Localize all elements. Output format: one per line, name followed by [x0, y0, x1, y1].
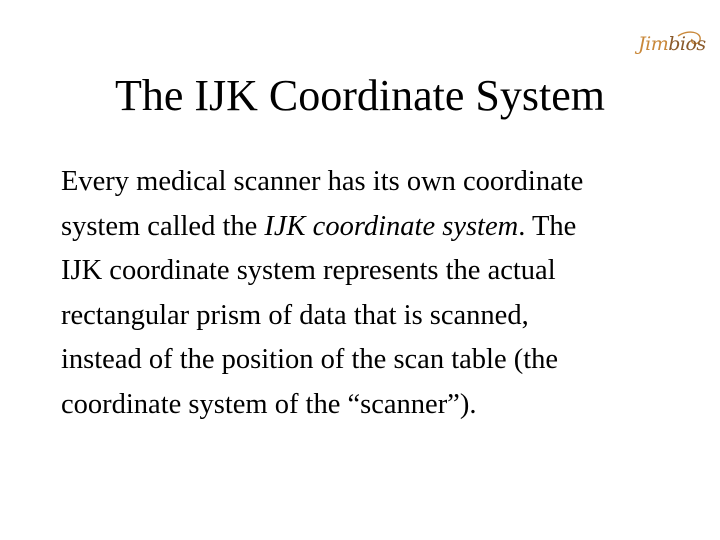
body-line-1: Every medical scanner has its own coordinate — [61, 166, 584, 197]
body-line-3: IJK coordinate system represents the actual — [61, 255, 556, 286]
body-line-4: rectangular prism of data that is scanned, — [61, 299, 529, 331]
body-line-2-end: . The — [518, 210, 577, 242]
slide-title: The IJK Coordinate System — [114, 71, 606, 120]
body-line-2 — [61, 205, 701, 250]
body-line-2-start: system called the — [61, 210, 265, 242]
slide-body — [61, 160, 701, 427]
logo-wordmark — [638, 32, 706, 56]
body-line-2-italic-term: IJK coordinate system — [264, 210, 519, 242]
logo-wordmark-part2: bios — [668, 33, 706, 55]
body-line-6: coordinate system of the “scanner”). — [61, 388, 477, 420]
logo-wordmark-part1: Jim — [638, 33, 669, 55]
body-line-5: instead of the position of the scan table (the — [61, 344, 559, 375]
simbios-logo — [634, 30, 706, 62]
